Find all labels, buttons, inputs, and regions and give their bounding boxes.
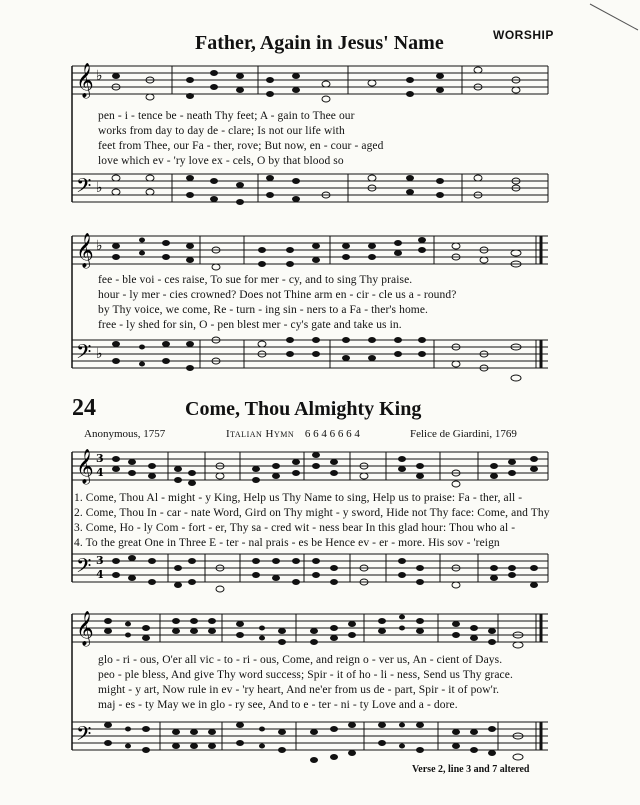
hymn2-s1-verse2: 2. Come, Thou In - car - nate Word, Gird on Thy might - y sword, Hide not Thy face: Come, and Thy xyxy=(74,507,550,519)
hymn2-s1-verse3: 3. Come, Ho - ly Com - fort - er, Thy sa - cred wit - ness bear In this glad hour: Thou who al - xyxy=(74,522,516,534)
svg-text:♭: ♭ xyxy=(96,238,103,254)
svg-text:𝄞: 𝄞 xyxy=(76,611,94,646)
hymn1-title: Father, Again in Jesus' Name xyxy=(195,32,444,54)
svg-text:𝄢: 𝄢 xyxy=(76,554,92,582)
treble-clef-icon: 𝄞 xyxy=(76,63,94,98)
hymn2-composer: Felice de Giardini, 1769 xyxy=(410,428,517,440)
meter: 6 6 4 6 6 6 4 xyxy=(304,428,360,440)
hymn1-s1-verse2: works from day to day de - clare; Is not our life with xyxy=(98,125,345,137)
svg-text:4: 4 xyxy=(96,466,104,479)
tune-name: Italian Hymn xyxy=(226,428,295,440)
hymn1-s1-verse3: feet from Thee, our Fa - ther, rove; But now, en - cour - aged xyxy=(98,140,384,152)
svg-text:3: 3 xyxy=(96,554,104,567)
hymn2-author: Anonymous, 1757 xyxy=(84,428,166,440)
hymn1-s2-verse4: free - ly shed for sin, O - pen blest mer - cy's gate and take us in. xyxy=(98,319,402,331)
svg-text:♭: ♭ xyxy=(96,180,103,196)
hymn2-s2-verse1: glo - ri - ous, O'er all vic - to - ri - ous, Come, and reign o - ver us, An - cient of Days. xyxy=(98,654,503,666)
hymn-number: 24 xyxy=(72,395,96,421)
svg-text:𝄢: 𝄢 xyxy=(76,722,92,750)
hymn1-s2-verse1: fee - ble voi - ces raise, To sue for mer - cy, and to sing Thy praise. xyxy=(98,274,413,286)
hymn2-s1-verse1: 1. Come, Thou Al - might - y King, Help us Thy Name to sing, Help us to praise: Fa - ther, all - xyxy=(74,492,523,504)
hymn1-s1-verse1: pen - i - tence be - neath Thy feet; A - gain to Thee our xyxy=(98,110,355,122)
footnote: Verse 2, line 3 and 7 altered xyxy=(412,764,530,775)
section-label: WORSHIP xyxy=(493,28,554,42)
hymn1-s1-verse4: love which ev - 'ry love ex - cels, O by that blood so xyxy=(98,155,344,167)
hymn2-s2-verse4: maj - es - ty May we in glo - ry see, And to e - ter - ni - ty Love and a - dore. xyxy=(98,699,458,711)
svg-text:𝄞: 𝄞 xyxy=(76,233,94,268)
svg-text:𝄞: 𝄞 xyxy=(76,449,94,484)
hymn2-s1-verse4: 4. To the great One in Three E - ter - nal prais - es be Hence ev - er - more. His sov - 'reign xyxy=(74,537,500,549)
hymn1-s2-verse3: by Thy voice, we come, Re - turn - ing sin - ners to a Fa - ther's home. xyxy=(98,304,429,316)
hymn1-s2-verse2: hour - ly mer - cies crowned? Does not Thine arm en - cir - cle us a - round? xyxy=(98,289,457,301)
hymn2-s2-verse3: might - y art, Now rule in ev - 'ry heart, And ne'er from us de - part, Spir - it of pow'r. xyxy=(98,684,500,696)
bass-clef-icon: 𝄢 xyxy=(76,174,92,202)
hymn2-s2-verse2: peo - ple bless, And give Thy word success; Spir - it of ho - li - ness, Send us Thy grace. xyxy=(98,669,513,681)
svg-text:♭: ♭ xyxy=(96,346,103,362)
svg-text:♭: ♭ xyxy=(96,68,103,84)
svg-text:𝄢: 𝄢 xyxy=(76,340,92,368)
svg-text:3: 3 xyxy=(96,452,104,465)
hymn2-title: Come, Thou Almighty King xyxy=(185,398,422,420)
svg-text:4: 4 xyxy=(96,568,104,581)
